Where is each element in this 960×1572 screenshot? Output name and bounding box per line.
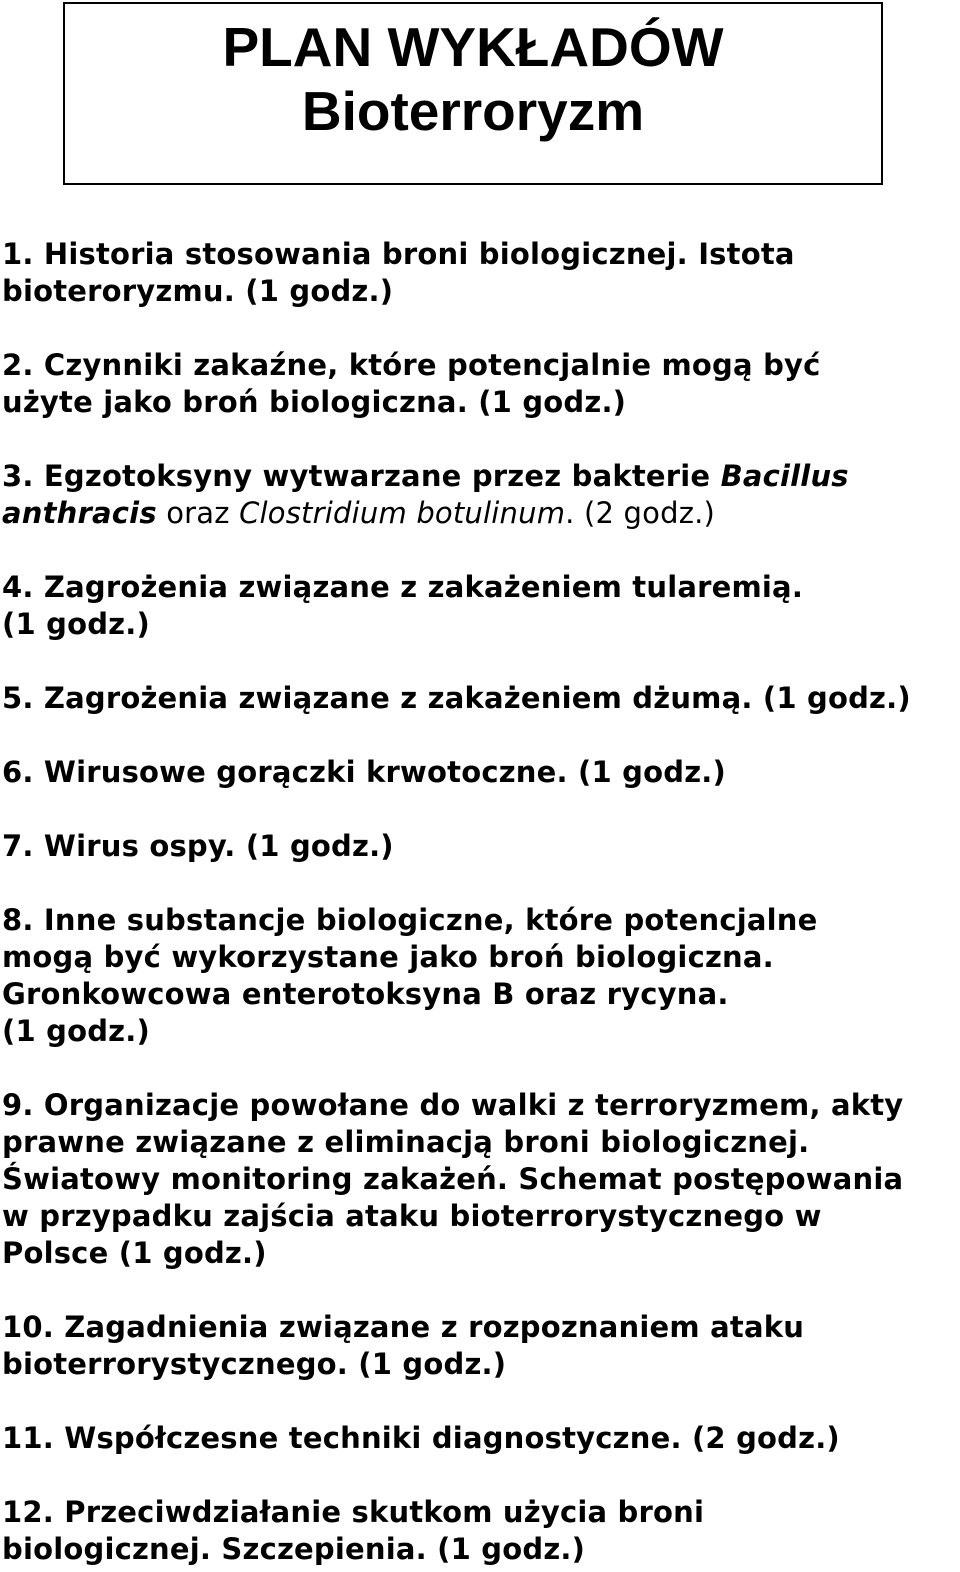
species-name: Bacillus	[720, 459, 849, 493]
lecture-item-11	[2, 1420, 960, 1457]
lecture-item-text: biologicznej. Szczepienia. (1 godz.)	[2, 1532, 586, 1566]
lecture-item-text: użyte jako broń biologiczna. (1 godz.)	[2, 385, 627, 419]
lecture-item-2	[2, 347, 960, 421]
species-name: anthracis	[2, 496, 157, 530]
lecture-item-text: bioteroryzmu. (1 godz.)	[2, 274, 394, 308]
lecture-item-9	[2, 1087, 960, 1272]
lecture-item-text: 4. Zagrożenia związane z zakażeniem tularemią.	[2, 570, 804, 604]
lecture-item-text: 2. Czynniki zakaźne, które potencjalnie mogą być	[2, 348, 821, 382]
lecture-item-text: 9. Organizacje powołane do walki z terroryzmem, akty	[2, 1088, 904, 1122]
lecture-item-text: Gronkowcowa enterotoksyna B oraz rycyna.	[2, 977, 729, 1011]
lecture-item-text: (1 godz.)	[2, 1014, 150, 1048]
lecture-item-text: w przypadku zajścia ataku bioterrorystycznego w	[2, 1199, 822, 1233]
lecture-item-text: 11. Współczesne techniki diagnostyczne. (2 godz.)	[2, 1421, 840, 1455]
lecture-item-text: Światowy monitoring zakażeń. Schemat postępowania	[2, 1162, 904, 1196]
lecture-item-text: oraz	[156, 496, 240, 530]
lecture-item-text: 8. Inne substancje biologiczne, które potencjalne	[2, 903, 818, 937]
lecture-item-text: prawne związane z eliminacją broni biologicznej.	[2, 1125, 810, 1159]
lecture-item-text: mogą być wykorzystane jako broń biologiczna.	[2, 940, 774, 974]
lecture-item-1	[2, 236, 960, 310]
title-box	[63, 2, 883, 185]
lecture-item-text: . (2 godz.)	[565, 496, 716, 530]
lecture-item-7	[2, 828, 960, 865]
lecture-item-8	[2, 902, 960, 1050]
lecture-item-4	[2, 569, 960, 643]
species-name: Clostridium botulinum	[239, 496, 566, 530]
lecture-item-3	[2, 458, 960, 532]
lecture-item-text: 1. Historia stosowania broni biologicznej. Istota	[2, 237, 795, 271]
lecture-item-text: bioterrorystycznego. (1 godz.)	[2, 1347, 507, 1381]
page-title: PLAN WYKŁADÓW	[222, 16, 724, 78]
lecture-item-text: 3. Egzotoksyny wytwarzane przez bakterie	[2, 459, 721, 493]
lecture-item-text: 7. Wirus ospy. (1 godz.)	[2, 829, 394, 863]
lecture-item-text: (1 godz.)	[2, 607, 150, 641]
lecture-item-10	[2, 1309, 960, 1383]
lecture-item-text: 6. Wirusowe gorączki krwotoczne. (1 godz.)	[2, 755, 726, 789]
lecture-item-text: 10. Zagadnienia związane z rozpoznaniem ataku	[2, 1310, 805, 1344]
lecture-item-line	[2, 495, 960, 532]
lecture-item-text: 12. Przeciwdziałanie skutkom użycia broni	[2, 1495, 705, 1529]
lecture-item-text: Polsce (1 godz.)	[2, 1236, 267, 1270]
lecture-item-6	[2, 754, 960, 791]
lecture-item-12	[2, 1494, 960, 1568]
page-subtitle: Bioterroryzm	[301, 80, 645, 142]
lecture-item-5	[2, 680, 960, 717]
lecture-item-text: 5. Zagrożenia związane z zakażeniem dżumą. (1 godz.)	[2, 681, 911, 715]
lecture-item-line	[2, 458, 960, 495]
